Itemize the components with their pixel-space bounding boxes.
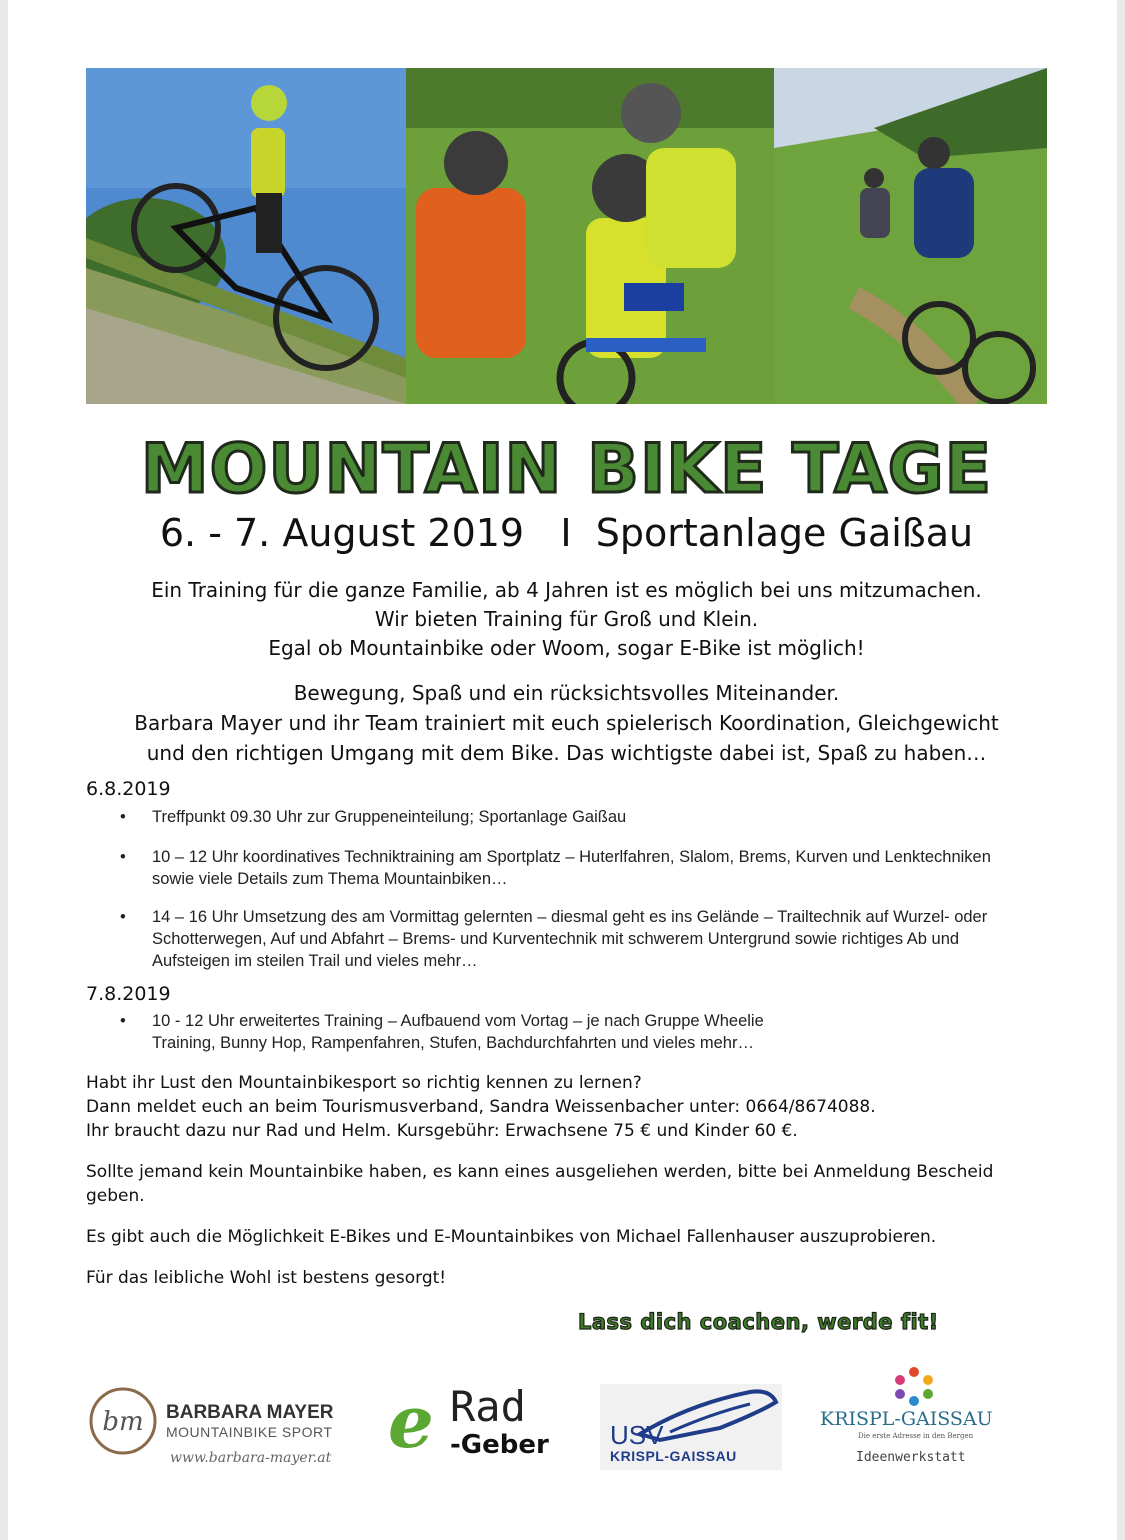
krispl-gaissau-logo [816, 1366, 1016, 1476]
bm-url: www.barbara-mayer.at [170, 1450, 332, 1466]
day1-date: 6.8.2019 [86, 778, 171, 800]
info-line: Dann meldet euch an beim Tourismusverband, Sandra Weissenbacher unter: 0664/8674088. [86, 1097, 876, 1117]
hands-circle-icon [892, 1366, 936, 1406]
svg-text:bm: bm [102, 1407, 144, 1437]
krispl-name: KRISPL-GAISSAU [820, 1408, 993, 1430]
intro-text [86, 576, 1047, 663]
photo-riders-trail [774, 68, 1047, 404]
photo-kids-bikes [406, 68, 774, 404]
intro-text-2 [86, 678, 1047, 768]
intro2-line: und den richtigen Umgang mit dem Bike. Das wichtigste dabei ist, Spaß zu haben… [146, 741, 987, 765]
krispl-sub: Ideenwerkstatt [856, 1450, 966, 1465]
bm-circle-icon [88, 1386, 158, 1456]
info-line: Ihr braucht dazu nur Rad und Helm. Kursgebühr: Erwachsene 75 € und Kinder 60 €. [86, 1121, 798, 1141]
rental-info: Sollte jemand kein Mountainbike haben, es kann eines ausgeliehen werden, bitte bei Anmeldung Bescheid geben. [86, 1162, 994, 1206]
usv-club-name: KRISPL-GAISSAU [610, 1448, 737, 1464]
rad-geber-logo [388, 1379, 558, 1472]
usv-text: USV [610, 1420, 664, 1450]
ebike-info: Es gibt auch die Möglichkeit E-Bikes und E-Mountainbikes von Michael Fallenhauser auszuprobieren. [86, 1227, 937, 1247]
krispl-tagline: Die erste Adresse in den Bergen [858, 1432, 974, 1440]
schedule-item: • 10 - 12 Uhr erweitertes Training – Aufbauend vom Vortag – je nach Gruppe Wheelie Training, Bunny Hop, Rampenfahren, Stufen, Bachdurchfahrten und vieles mehr… [120, 1010, 820, 1054]
geber-word: -Geber [450, 1430, 549, 1460]
schedule-item: • Treffpunkt 09.30 Uhr zur Gruppeneinteilung; Sportanlage Gaißau [120, 806, 1020, 828]
rad-e-letter: e [388, 1379, 434, 1464]
schedule-item: • 10 – 12 Uhr koordinatives Techniktraining am Sportplatz – Huterlfahren, Slalom, Brems, Kurven und Lenktechniken sowie viele Details zum Thema Mountainbiken… [120, 846, 1020, 890]
intro2-line: Barbara Mayer und ihr Team trainiert mit euch spielerisch Koordination, Gleichgewicht [134, 711, 999, 735]
flyer-page [8, 0, 1117, 1540]
intro-line: Egal ob Mountainbike oder Woom, sogar E-Bike ist möglich! [268, 636, 865, 660]
info-line: Habt ihr Lust den Mountainbikesport so richtig kennen zu lernen? [86, 1073, 642, 1093]
event-date-location: 6. - 7. August 2019 I Sportanlage Gaißau [159, 511, 974, 555]
schedule-item: • 14 – 16 Uhr Umsetzung des am Vormittag gelernten – diesmal geht es ins Gelände – Trailtechnik auf Wurzel- oder Schotterwegen, Auf und Abfahrt – Brems- und Kurventechnik mit schwerem Untergrund sowie richtiges Ab und Aufsteigen im steilen Trail und vieles mehr… [120, 906, 1020, 972]
bm-subtitle: MOUNTAINBIKE SPORT [166, 1424, 333, 1440]
intro2-line: Bewegung, Spaß und ein rücksichtsvolles Miteinander. [293, 681, 840, 705]
page-title: MOUNTAIN BIKE TAGE [140, 430, 993, 509]
day1-schedule [120, 806, 1020, 972]
day2-date: 7.8.2019 [86, 983, 171, 1005]
usv-logo [600, 1384, 782, 1470]
day2-schedule [120, 1010, 820, 1054]
food-info: Für das leibliche Wohl ist bestens gesorgt! [86, 1268, 447, 1288]
intro-line: Ein Training für die ganze Familie, ab 4 Jahren ist es möglich bei uns mitzumachen. [151, 578, 982, 602]
intro-line: Wir bieten Training für Groß und Klein. [374, 607, 759, 631]
bm-name: BARBARA MAYER [166, 1402, 334, 1423]
photo-strip [86, 68, 1047, 404]
photo-hill-climb [86, 68, 406, 404]
rad-word: Rad [450, 1382, 526, 1431]
slogan: Lass dich coachen, werde fit! [578, 1310, 939, 1334]
barbara-mayer-logo [88, 1382, 368, 1472]
registration-info [86, 1071, 1046, 1143]
